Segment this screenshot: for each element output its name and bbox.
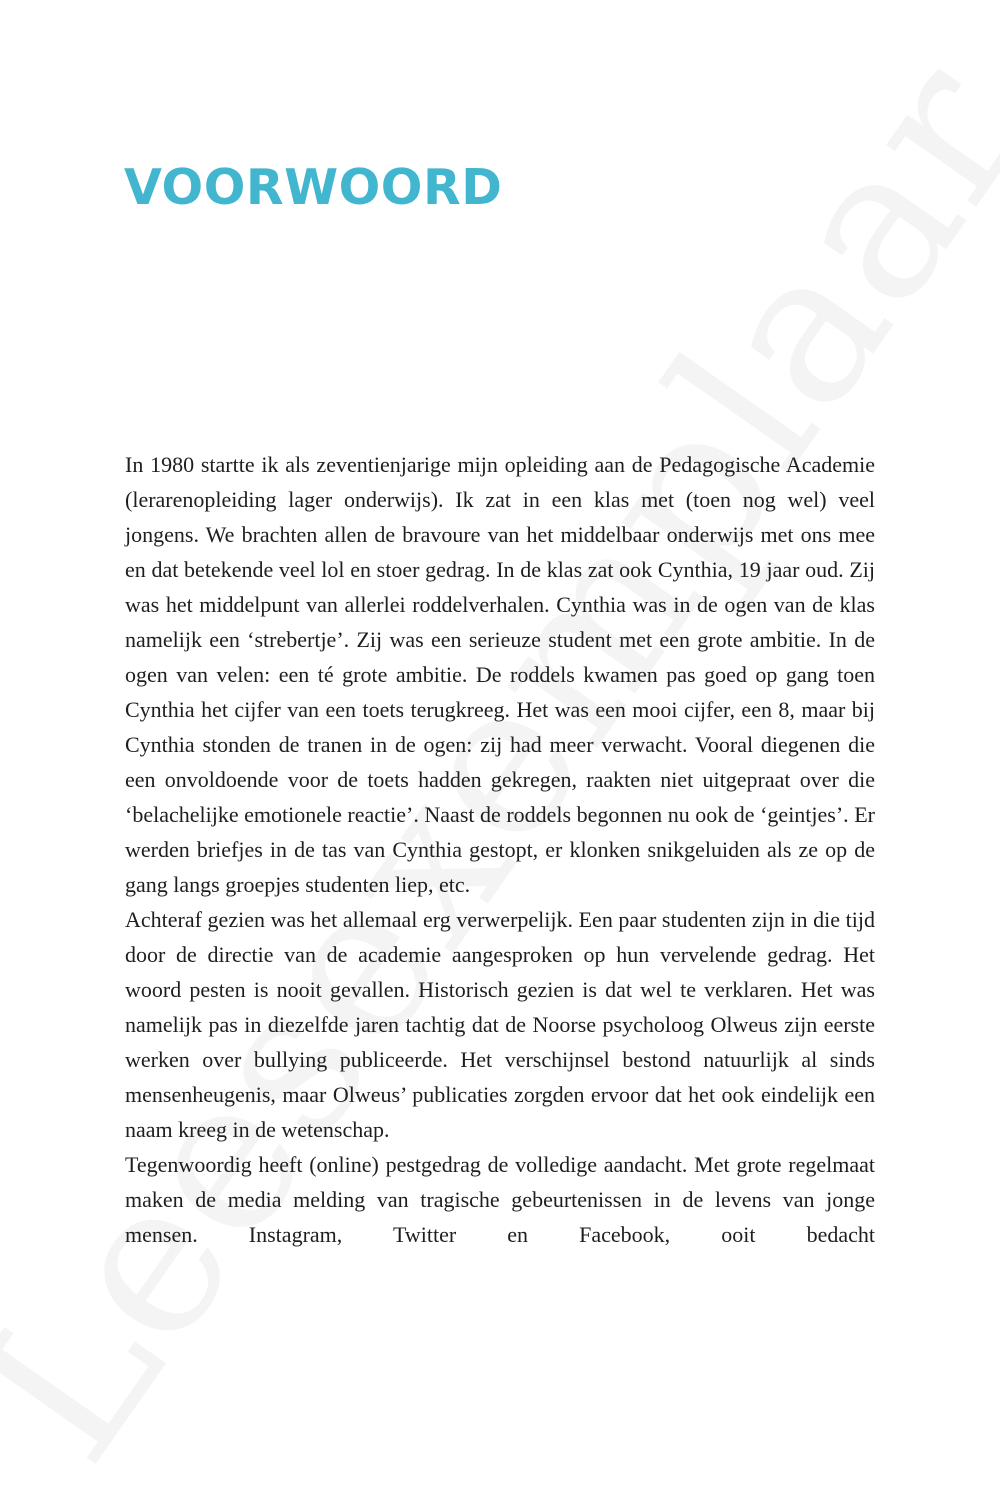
paragraph-3: Tegenwoordig heeft (online) pestgedrag de volledige aandacht. Met grote regelmaat maken de media melding van tragische gebeurtenissen in de levens van jonge mensen. Instagram, Twitter en Facebook, ooit bedacht [125, 1152, 875, 1247]
paragraph-1: In 1980 startte ik als zeventienjarige mijn opleiding aan de Pedagogische Academie (lerarenopleiding lager onderwijs). Ik zat in een klas met (toen nog wel) veel jongens. We brachten allen de bravoure van het middelbaar onderwijs met ons mee en dat betekende veel lol en stoer gedrag. In de klas zat ook Cynthia, 19 jaar oud. Zij was het middelpunt van allerlei roddelverhalen. Cynthia was in de ogen van de klas namelijk een ‘strebertje’. Zij was een serieuze student met een grote ambitie. In de ogen van velen: een té grote ambitie. De roddels kwamen pas goed op gang toen Cynthia het cijfer van een toets terugkreeg. Het was een mooi cijfer, een 8, maar bij Cynthia stonden de tranen in de ogen: zij had meer verwacht. Vooral diegenen die een onvoldoende voor de toets hadden gekregen, raakten niet uitgepraat over die ‘belachelijke emotionele reactie’. Naast de roddels begonnen nu ook de ‘geintjes’. Er werden briefjes in de tas van Cynthia gestopt, er klonken snikgeluiden als ze op de gang langs groepjes studenten liep, etc. [125, 452, 875, 897]
paragraph-2: Achteraf gezien was het allemaal erg verwerpelijk. Een paar studenten zijn in die tijd door de directie van de academie aangesproken op hun vervelende gedrag. Het woord pesten is nooit gevallen. Historisch gezien is dat wel te verklaren. Het was namelijk pas in diezelfde jaren tachtig dat de Noorse psycholoog Olweus zijn eerste werken over bullying publiceerde. Het verschijnsel bestond natuurlijk al sinds mensenheugenis, maar Olweus’ publicaties zorgden ervoor dat het ook eindelijk een naam kreeg in de wetenschap. [125, 907, 875, 1142]
chapter-title: VOORWOORD [124, 159, 503, 216]
body-text [125, 447, 875, 1252]
